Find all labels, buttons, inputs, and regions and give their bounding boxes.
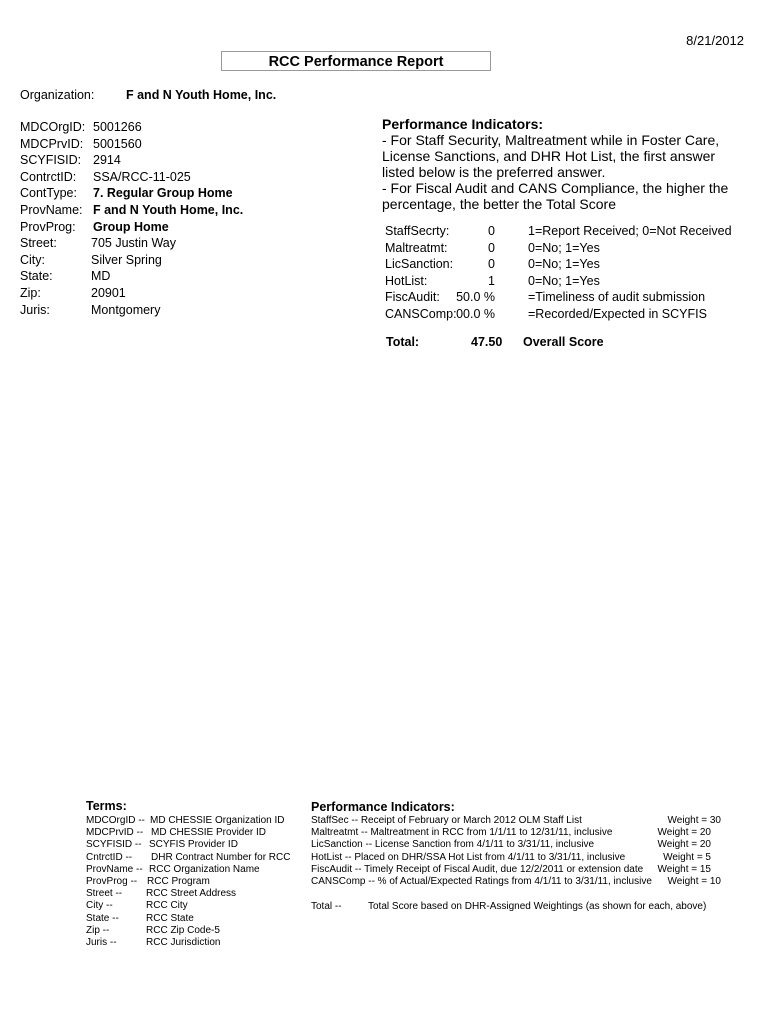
terms-heading: Terms:	[86, 799, 127, 813]
info-label: ProvName:	[20, 202, 83, 217]
info-label: SCYFISID:	[20, 153, 82, 168]
score-key: StaffSecrty:	[385, 224, 450, 238]
score-key: CANSComp:	[385, 306, 457, 321]
info-value: 7. Regular Group Home	[93, 186, 233, 201]
score-key: HotList:	[385, 273, 428, 288]
score-value: 0	[488, 257, 495, 272]
indicator-definition-row	[311, 839, 721, 851]
indicator-definitions-list	[311, 815, 721, 888]
performance-indicators-note-2: - For Fiscal Audit and CANS Compliance, the higher the percentage, the better the Total Score	[382, 180, 729, 212]
indicator-total-key: Total --	[311, 901, 342, 912]
score-desc: =Recorded/Expected in SCYFIS	[528, 306, 707, 321]
info-label: ContType:	[20, 186, 77, 201]
term-row	[86, 925, 306, 937]
term-row	[86, 827, 306, 839]
indicator-definitions-heading: Performance Indicators:	[311, 800, 455, 814]
report-date: 8/21/2012	[686, 33, 744, 48]
score-desc: 1=Report Received; 0=Not Received	[528, 224, 732, 238]
term-key: State --	[86, 912, 119, 924]
score-desc: =Timeliness of audit submission	[528, 290, 706, 305]
info-value: 20901	[91, 285, 126, 300]
term-value: RCC Jurisdiction	[146, 936, 221, 948]
term-value: RCC Street Address	[146, 888, 237, 900]
info-label: City:	[20, 252, 45, 267]
indicator-weight: Weight = 30	[667, 815, 721, 826]
info-label: State:	[20, 269, 53, 284]
indicator-definition-row	[311, 852, 721, 864]
info-value: 705 Justin Way	[91, 236, 176, 251]
info-value: 5001560	[93, 136, 142, 151]
indicator-definition-text: HotList -- Placed on DHR/SSA Hot List from 4/1/11 to 3/31/11, inclusive	[311, 851, 626, 863]
info-value: MD	[91, 269, 111, 284]
indicator-weight: Weight = 15	[657, 863, 711, 875]
term-row	[86, 900, 306, 912]
term-value: SCYFIS Provider ID	[149, 839, 238, 851]
total-row	[386, 335, 746, 351]
score-value: 00.0 %	[456, 306, 495, 321]
info-label: MDCOrgID:	[20, 120, 86, 134]
score-row	[385, 257, 745, 274]
performance-indicators-notes	[382, 116, 742, 212]
indicator-definition-text: LicSanction -- License Sanction from 4/1/11 to 3/31/11, inclusive	[311, 839, 595, 851]
score-row	[385, 241, 745, 258]
term-row	[86, 839, 306, 851]
term-value: RCC Program	[147, 875, 210, 887]
score-key: Maltreatmt:	[385, 240, 448, 255]
indicator-definition-text: FiscAudit -- Timely Receipt of Fiscal Audit, due 12/2/2011 or extension date	[311, 863, 644, 875]
term-key: ProvProg --	[86, 875, 138, 887]
score-desc: 0=No; 1=Yes	[528, 240, 600, 255]
term-row	[86, 852, 306, 864]
term-value: RCC Zip Code-5	[146, 924, 220, 936]
score-row	[385, 274, 745, 291]
term-value: RCC Organization Name	[149, 863, 260, 875]
term-key: ProvName --	[86, 863, 143, 875]
score-key: FiscAudit:	[385, 290, 440, 305]
term-row	[86, 815, 306, 827]
indicator-definition-text: Maltreatmt -- Maltreatment in RCC from 1/1/11 to 12/31/11, inclusive	[311, 827, 613, 839]
term-value: DHR Contract Number for RCC	[151, 851, 291, 863]
indicator-definition-row	[311, 876, 721, 888]
indicator-weight: Weight = 20	[657, 839, 711, 851]
terms-list	[86, 815, 306, 949]
info-value: SSA/RCC-11-025	[93, 169, 191, 184]
indicator-definition-text: StaffSec -- Receipt of February or March 2012 OLM Staff List	[311, 815, 582, 826]
performance-indicators-note-1: - For Staff Security, Maltreatment while in Foster Care, License Sanctions, and DHR Hot List, the first answer listed below is the preferred answer.	[382, 132, 720, 180]
score-value: 1	[488, 273, 495, 288]
info-value: Montgomery	[91, 302, 161, 317]
info-label: Street:	[20, 236, 57, 251]
term-key: Zip --	[86, 924, 110, 936]
term-key: MDCOrgID --	[86, 815, 145, 826]
term-row	[86, 913, 306, 925]
term-value: MD CHESSIE Provider ID	[151, 827, 267, 839]
term-key: Juris --	[86, 936, 117, 948]
info-value: 2914	[93, 153, 121, 168]
indicator-definition-row	[311, 815, 721, 827]
score-value: 50.0 %	[456, 290, 495, 305]
info-label: ContrctID:	[20, 169, 77, 184]
total-value: 47.50	[471, 335, 503, 349]
total-label: Total:	[386, 335, 420, 349]
term-row	[86, 888, 306, 900]
indicator-total-value: Total Score based on DHR-Assigned Weightings (as shown for each, above)	[368, 901, 707, 912]
organization-label: Organization:	[20, 88, 95, 102]
term-key: Street --	[86, 888, 123, 900]
info-value: Group Home	[93, 219, 169, 234]
info-label: Juris:	[20, 302, 50, 317]
term-key: CntrctID --	[86, 851, 133, 863]
score-value: 0	[488, 224, 495, 238]
info-value: F and N Youth Home, Inc.	[93, 202, 244, 217]
score-value: 0	[488, 240, 495, 255]
indicator-weight: Weight = 10	[667, 875, 721, 887]
indicator-definition-text: CANSComp -- % of Actual/Expected Ratings from 4/1/11 to 3/31/11, inclusive	[311, 875, 652, 887]
indicator-weight: Weight = 5	[663, 851, 711, 863]
term-key: City --	[86, 900, 113, 912]
indicator-definition-row	[311, 864, 721, 876]
score-desc: 0=No; 1=Yes	[528, 273, 600, 288]
info-value: 5001266	[93, 120, 142, 134]
term-value: RCC State	[146, 912, 194, 924]
indicator-definition-row	[311, 827, 721, 839]
score-key: LicSanction:	[385, 257, 454, 272]
term-row	[86, 864, 306, 876]
info-value: Silver Spring	[91, 252, 162, 267]
organization-value: F and N Youth Home, Inc.	[126, 88, 277, 102]
indicator-weight: Weight = 20	[657, 827, 711, 839]
term-value: MD CHESSIE Organization ID	[150, 815, 285, 826]
total-desc: Overall Score	[523, 335, 604, 349]
score-table	[385, 224, 745, 324]
info-label: Zip:	[20, 285, 41, 300]
info-label: MDCPrvID:	[20, 136, 84, 151]
info-label: ProvProg:	[20, 219, 76, 234]
term-row	[86, 937, 306, 949]
term-value: RCC City	[146, 900, 188, 912]
score-row	[385, 224, 745, 241]
score-row	[385, 307, 745, 324]
score-row	[385, 290, 745, 307]
term-key: MDCPrvID --	[86, 827, 144, 839]
score-desc: 0=No; 1=Yes	[528, 257, 600, 272]
term-key: SCYFISID --	[86, 839, 142, 851]
performance-indicators-heading: Performance Indicators:	[382, 116, 544, 132]
report-title: RCC Performance Report	[221, 51, 491, 71]
term-row	[86, 876, 306, 888]
